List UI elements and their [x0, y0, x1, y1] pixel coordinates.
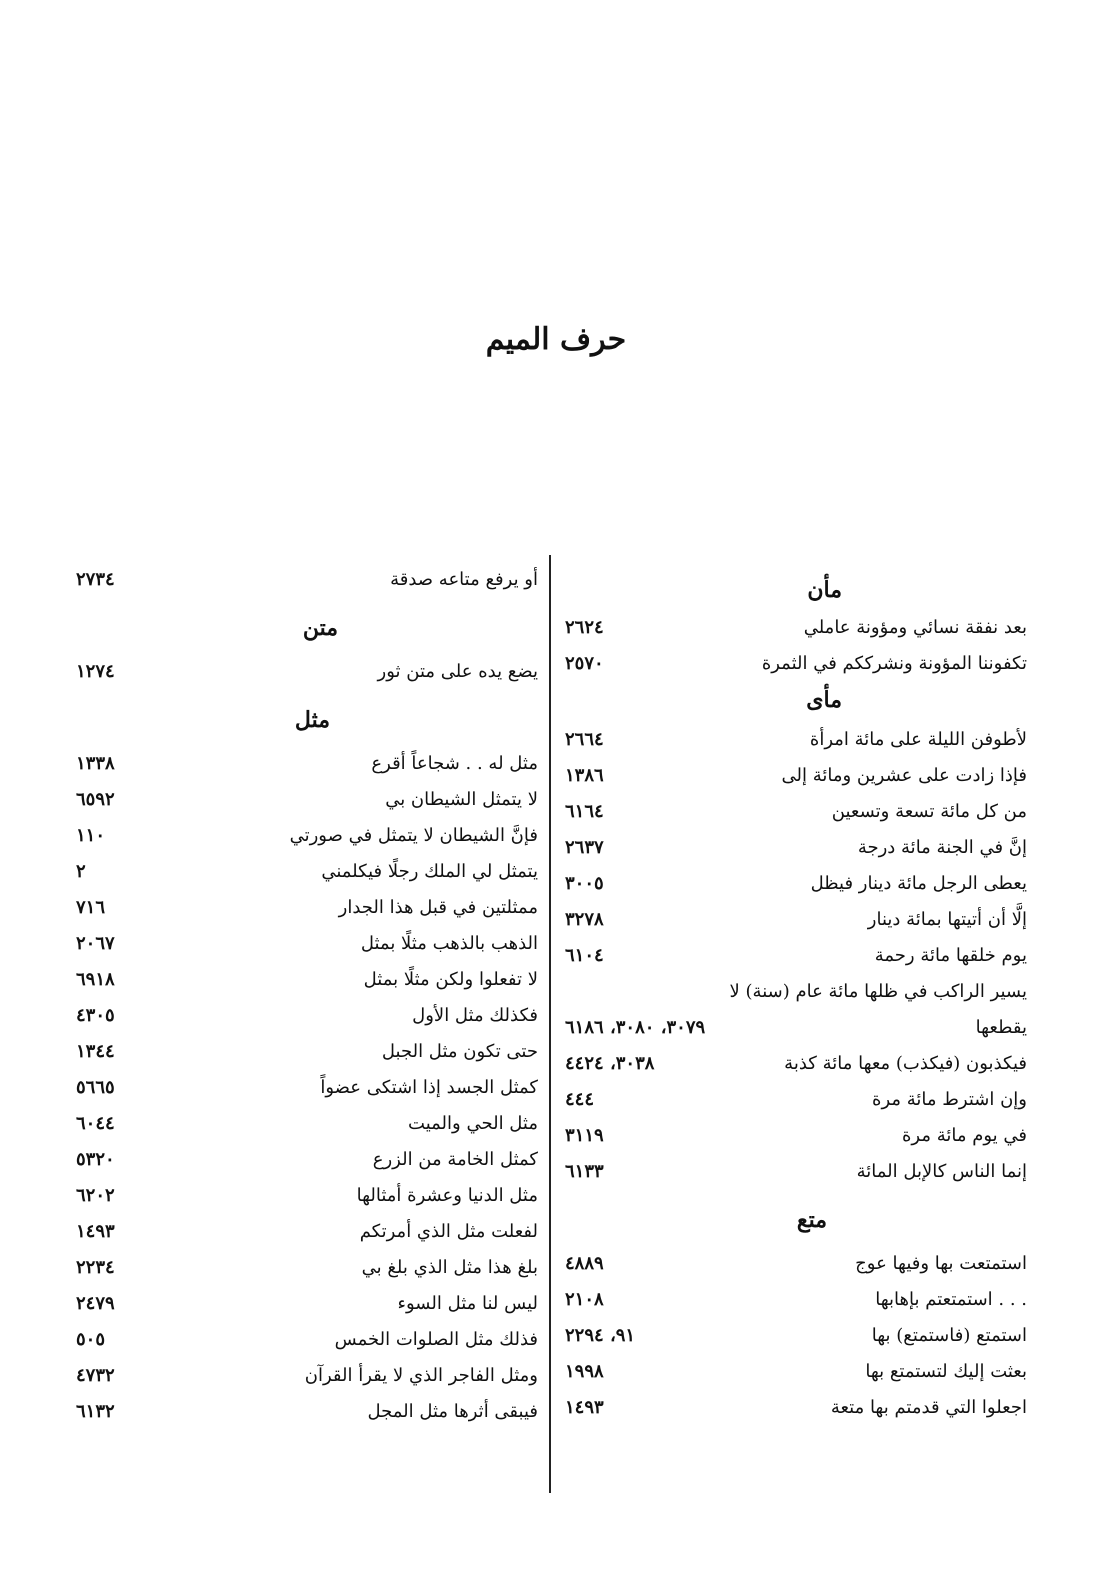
index-entry: تكفوننا المؤونة ونشرككم في الثمرة ٢٥٧٠: [565, 653, 1027, 674]
index-entry: إلَّا أن أتيتها بمائة دينار ٣٢٧٨: [565, 909, 1027, 930]
section-heading: متع: [796, 1207, 827, 1233]
index-entry: من كل مائة تسعة وتسعين ٦١٦٤: [565, 801, 1027, 822]
page-title: حرف الميم: [485, 322, 627, 357]
index-entry: لأطوفن الليلة على مائة امرأة ٢٦٦٤: [565, 729, 1027, 750]
index-entry: إنَّ في الجنة مائة درجة ٢٦٣٧: [565, 837, 1027, 858]
section-heading: مأن: [807, 577, 842, 603]
index-entry: فكذلك مثل الأول ٤٣٠٥: [76, 1005, 538, 1026]
index-entry: ممثلتين في قبل هذا الجدار ٧١٦: [76, 897, 538, 918]
index-entry: ومثل الفاجر الذي لا يقرأ القرآن ٤٧٣٢: [76, 1365, 538, 1386]
index-entry: في يوم مائة مرة ٣١١٩: [565, 1125, 1027, 1146]
index-entry: مثل الحي والميت ٦٠٤٤: [76, 1113, 538, 1134]
index-entry: فذلك مثل الصلوات الخمس ٥٠٥: [76, 1329, 538, 1350]
index-entry: حتى تكون مثل الجبل ١٣٤٤: [76, 1041, 538, 1062]
index-entry: كمثل الخامة من الزرع ٥٣٢٠: [76, 1149, 538, 1170]
index-entry: اجعلوا التي قدمتم بها متعة ١٤٩٣: [565, 1397, 1027, 1418]
index-entry: استمتعت بها وفيها عوج ٤٨٨٩: [565, 1253, 1027, 1274]
left-column: [76, 562, 538, 1430]
right-column: [565, 562, 1027, 1426]
index-entry: فإذا زادت على عشرين ومائة إلى ١٣٨٦: [565, 765, 1027, 786]
index-entry: فيكذبون (فيكذب) معها مائة كذبة ٣٠٣٨، ٤٤٢٤: [565, 1053, 1027, 1074]
index-entry: كمثل الجسد إذا اشتكى عضواً ٥٦٦٥: [76, 1077, 538, 1098]
index-entry: أو يرفع متاعه صدقة ٢٧٣٤: [76, 569, 538, 590]
index-entry: إنما الناس كالإبل المائة ٦١٣٣: [565, 1161, 1027, 1182]
index-entry: بعد نفقة نسائي ومؤونة عاملي ٢٦٢٤: [565, 617, 1027, 638]
index-entry: يقطعها ٣٠٧٩، ٣٠٨٠، ٦١٨٦: [565, 1017, 1027, 1038]
index-entry: لا تفعلوا ولكن مثلًا بمثل ٦٩١٨: [76, 969, 538, 990]
index-entry: استمتع (فاستمتع) بها ٩١، ٢٢٩٤: [565, 1325, 1027, 1346]
index-entry: لفعلت مثل الذي أمرتكم ١٤٩٣: [76, 1221, 538, 1242]
index-entry: بعثت إليك لتستمتع بها ١٩٩٨: [565, 1361, 1027, 1382]
index-entry: فإنَّ الشيطان لا يتمثل في صورتي ١١٠: [76, 825, 538, 846]
index-entry: الذهب بالذهب مثلًا بمثل ٢٠٦٧: [76, 933, 538, 954]
index-entry: فيبقى أثرها مثل المجل ٦١٣٢: [76, 1401, 538, 1422]
index-entry: وإن اشترط مائة مرة ٤٤٤: [565, 1089, 1027, 1110]
index-entry: يوم خلقها مائة رحمة ٦١٠٤: [565, 945, 1027, 966]
section-heading: مأى: [806, 687, 842, 713]
index-entry: . . . استمتعتم بإهابها ٢١٠٨: [565, 1289, 1027, 1310]
index-entry: ليس لنا مثل السوء ٢٤٧٩: [76, 1293, 538, 1314]
index-entry: يعطى الرجل مائة دينار فيظل ٣٠٠٥: [565, 873, 1027, 894]
index-entry: يضع يده على متن ثور ١٢٧٤: [76, 661, 538, 682]
section-heading: مثل: [294, 707, 330, 733]
index-entry: يسير الراكب في ظلها مائة عام (سنة) لا: [729, 981, 1027, 1002]
section-heading: متن: [302, 615, 338, 641]
index-entry: مثل الدنيا وعشرة أمثالها ٦٢٠٢: [76, 1185, 538, 1206]
index-entry: بلغ هذا مثل الذي بلغ بي ٢٢٣٤: [76, 1257, 538, 1278]
index-entry: مثل له . . شجاعاً أقرع ١٣٣٨: [76, 753, 538, 774]
index-entry: يتمثل لي الملك رجلًا فيكلمني ٢: [76, 861, 538, 882]
index-entry: لا يتمثل الشيطان بي ٦٥٩٢: [76, 789, 538, 810]
column-divider: [549, 555, 551, 1493]
